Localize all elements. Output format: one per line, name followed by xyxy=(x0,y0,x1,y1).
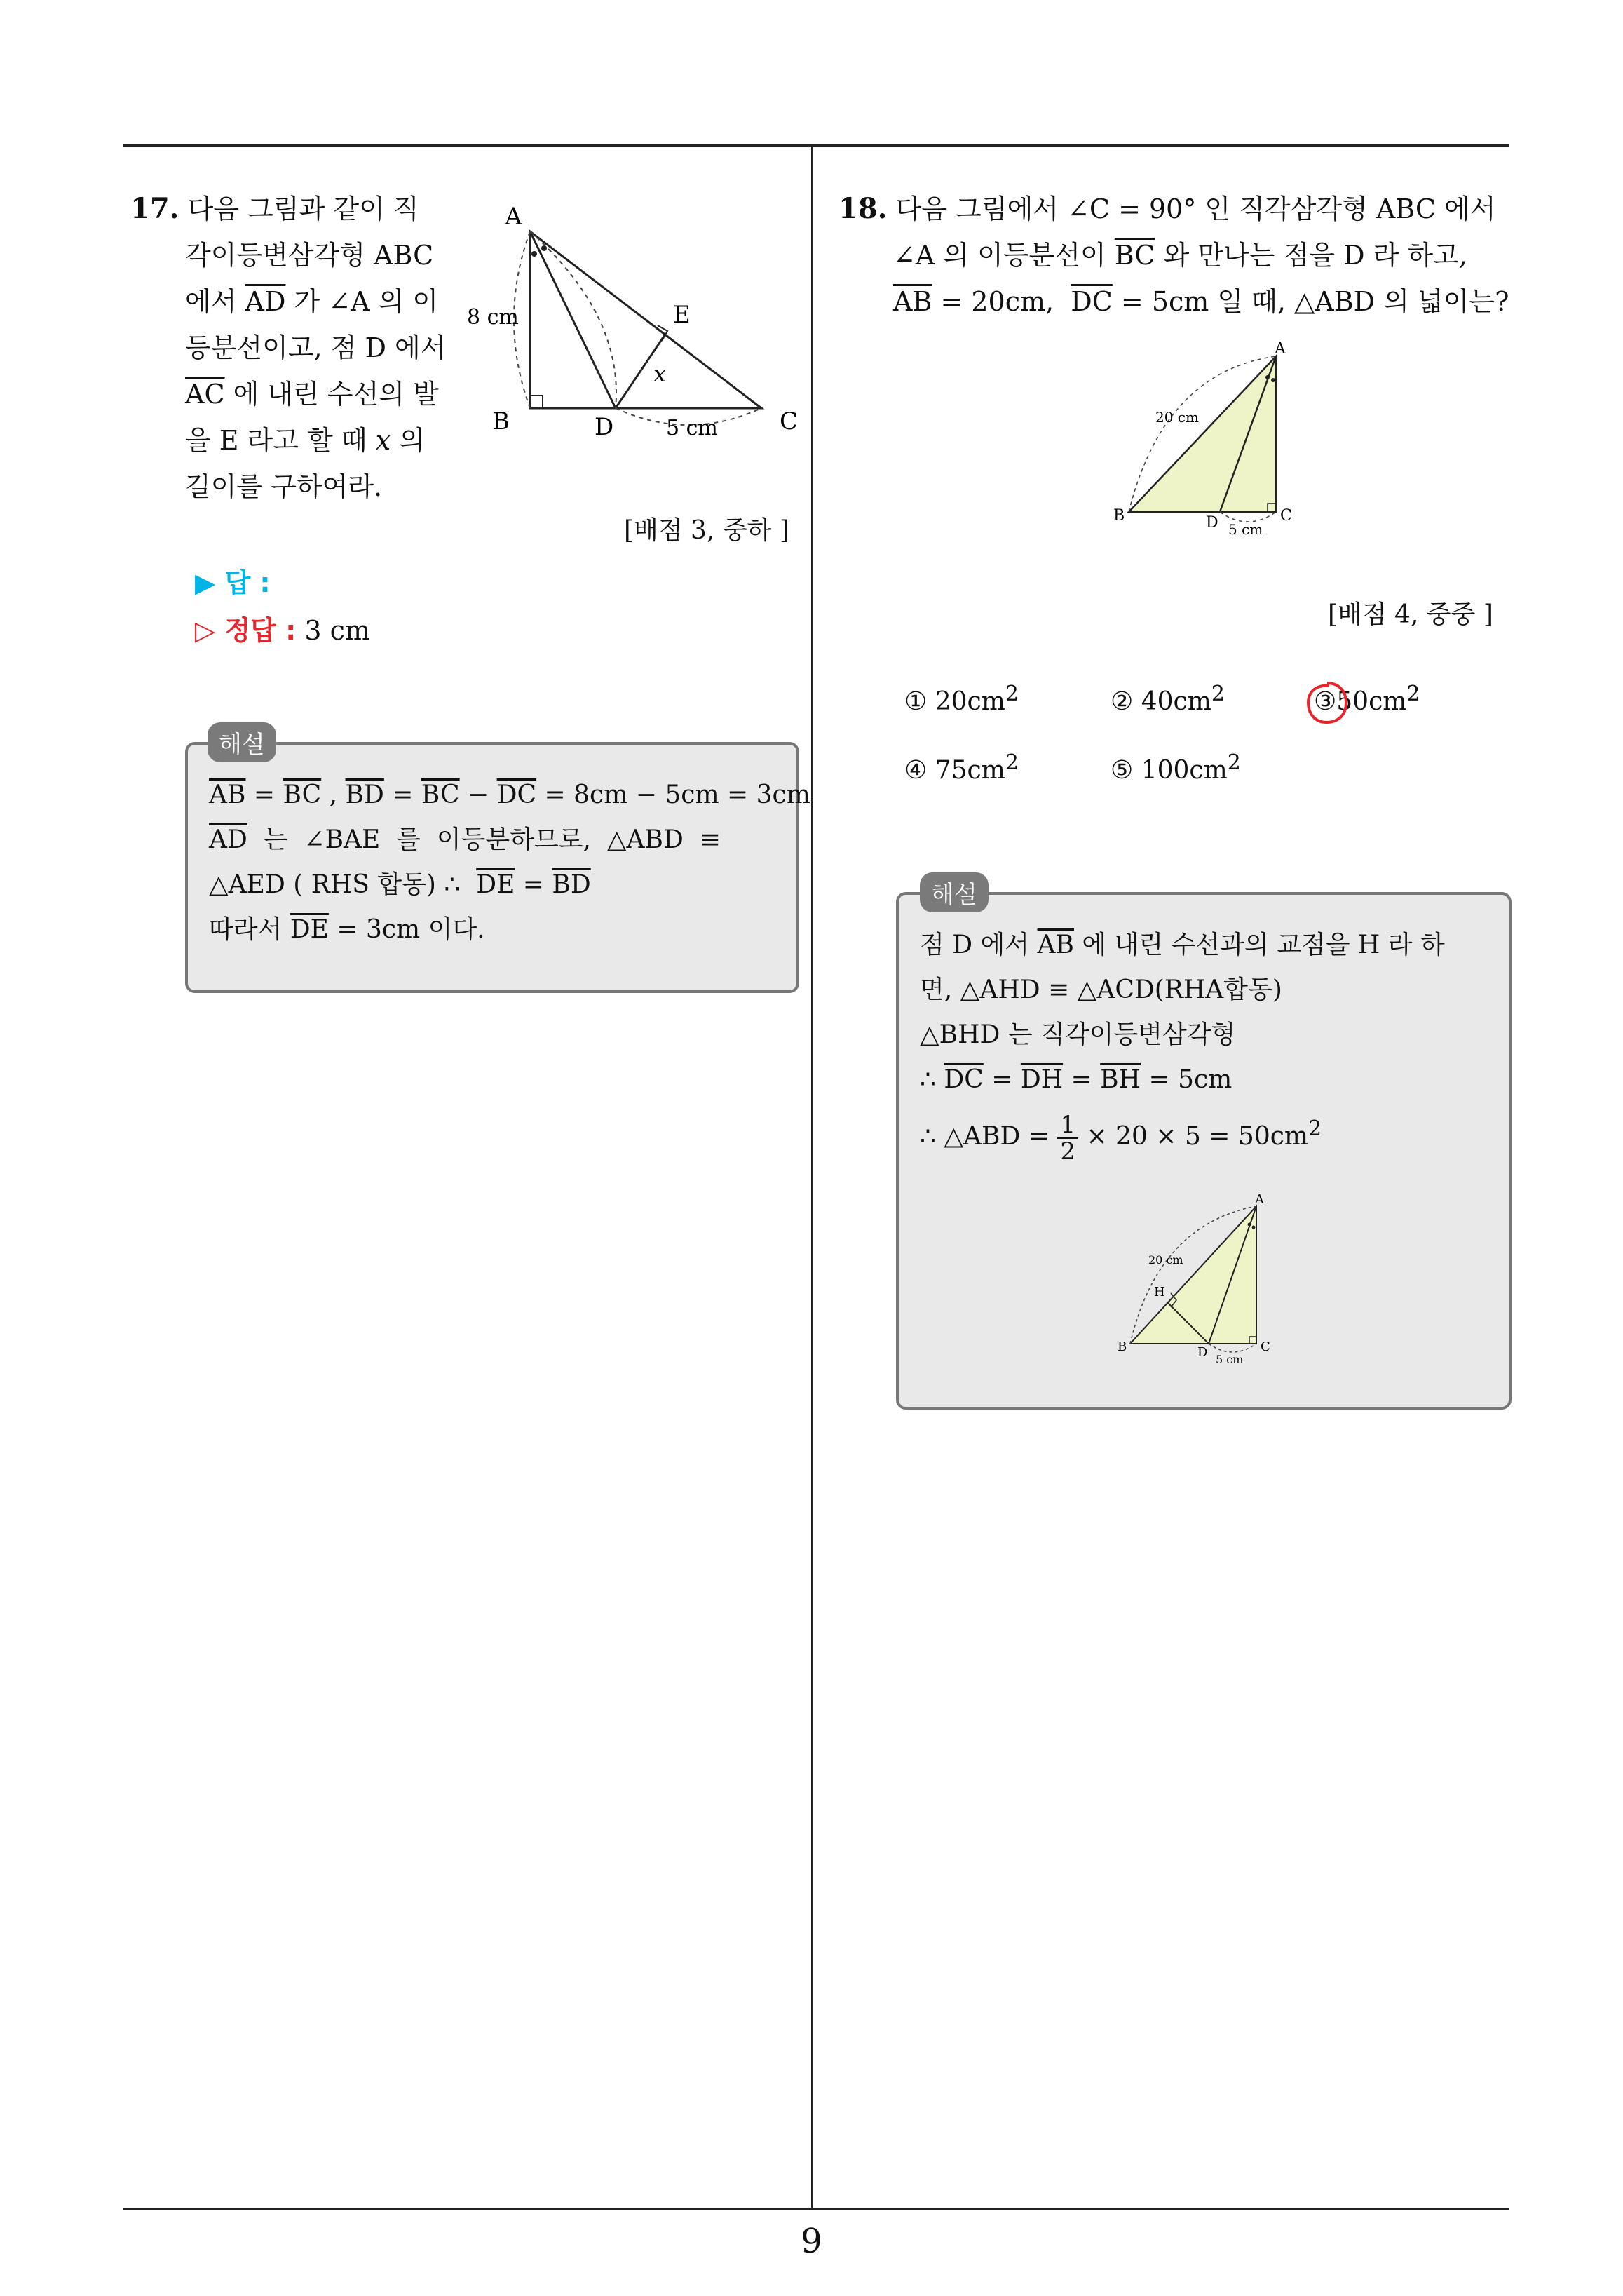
q17-correct-value: 3 cm xyxy=(304,615,370,646)
q18-sol-label-dc-length: 5 cm xyxy=(1216,1353,1244,1366)
q18-solution-line-4: ∴ $\overline{DC} = \overline{DH} = \overline{BH} = 5cm$ xyxy=(920,1065,1232,1094)
q18-choice-3[interactable]: ③ $50cm^2$ xyxy=(1314,682,1420,716)
q18-sol-label-ab-length: 20 cm xyxy=(1148,1253,1183,1267)
q18-line-2: ∠A 의 이등분선이 $\overline{BC}$ 와 만나는 점을 D 라 하고, xyxy=(893,240,1467,271)
q18-score: [배점 4, 중중 ] xyxy=(1328,600,1493,629)
q17-label-ab-length: 8 cm xyxy=(467,305,519,330)
q18-label-d: D xyxy=(1206,514,1218,532)
q18-solution-line-2: 면, △AHD ≡ △ACD(RHA합동) xyxy=(920,975,1282,1004)
q18-sol-label-c: C xyxy=(1261,1339,1270,1354)
q18-label-c: C xyxy=(1280,507,1292,525)
q18-line-1: 18. 다음 그림에서 ∠C = 90° 인 직각삼각형 ABC 에서 xyxy=(838,192,1496,225)
q18-figure xyxy=(1101,337,1325,547)
bottom-rule xyxy=(123,2208,1509,2210)
q18-solution-tag: 해설 xyxy=(920,872,989,912)
q18-choice-1[interactable]: ① $20cm^2$ xyxy=(904,682,1019,716)
q17-label-dc-length: 5 cm xyxy=(666,416,718,440)
q18-choice-5[interactable]: ⑤ $100cm^2$ xyxy=(1111,750,1241,785)
q18-sol-label-b: B xyxy=(1118,1339,1127,1354)
q17-label-a: A xyxy=(505,203,522,231)
q18-label-a: A xyxy=(1275,340,1286,358)
q17-correct-label: ▷ 정답 : xyxy=(195,615,297,646)
q17-line-3: 에서 $\overline{AD}$ 가 ∠A 의 이 xyxy=(185,286,439,317)
selected-choice-circle-icon xyxy=(1303,679,1352,728)
q18-choice-2[interactable]: ② $40cm^2$ xyxy=(1111,682,1225,716)
q18-label-ab-length: 20 cm xyxy=(1155,409,1199,426)
q18-solution-line-1: 점 D 에서 $\overline{AB}$ 에 내린 수선과의 교점을 H 라 하 xyxy=(920,931,1445,959)
q17-answer-text: ▶ 답 : xyxy=(195,567,271,598)
q17-solution-line-1: $\overline{AB} = \overline{BC}$ , $\overline{BD} = \overline{BC} - \overline{DC} = 8cm - 5cm = 3cm$ xyxy=(209,781,810,809)
q17-solution-line-3: △AED ( RHS 합동) ∴ $\overline{DE} = \overline{BD}$ xyxy=(209,870,591,899)
q17-angle-mark-1 xyxy=(531,251,537,257)
q18-sol-label-a: A xyxy=(1255,1192,1264,1207)
q17-right-angle-b xyxy=(530,396,543,408)
q18-line-3: $\overline{AB} = 20cm$, $\overline{DC} = 5cm$ 일 때, △ABD 의 넓이는? xyxy=(893,286,1509,317)
q17-figure xyxy=(456,196,820,449)
q17-correct-answer xyxy=(195,609,370,647)
q17-solution-line-2: $\overline{AD}$ 는 ∠BAE 를 이등분하므로, △ABD ≡ xyxy=(209,825,721,854)
q18-solution-line-3: △BHD 는 직각이등변삼각형 xyxy=(920,1020,1236,1049)
q18-sol-triangle-abc xyxy=(1130,1206,1256,1344)
page-number: 9 xyxy=(801,2222,822,2261)
column-divider xyxy=(811,144,813,2209)
q18-number: 18. xyxy=(838,192,888,225)
q18-angle-mark-1 xyxy=(1265,375,1270,379)
q17-triangle-abc xyxy=(530,231,761,408)
q17-line-2: 각이등변삼각형 ABC xyxy=(185,240,434,271)
q17-label-b: B xyxy=(492,407,510,435)
q17-solution-tag: 해설 xyxy=(208,722,276,762)
q17-label-c: C xyxy=(780,407,799,435)
q17-label-x: x xyxy=(653,360,667,387)
q18-triangle-abc xyxy=(1129,356,1276,512)
q17-line-6: 을 E 라고 할 때 x 의 xyxy=(185,425,425,456)
q17-label-d: D xyxy=(595,413,614,441)
q18-sol-angle-mark-2 xyxy=(1252,1226,1256,1229)
q17-line-1: 17. 다음 그림과 같이 직 xyxy=(130,192,419,225)
q18-arc-dc xyxy=(1220,512,1276,522)
q17-score: [배점 3, 중하 ] xyxy=(624,516,789,545)
q17-line-4: 등분선이고, 점 D 에서 xyxy=(185,332,447,363)
q17-angle-mark-2 xyxy=(541,245,547,251)
q18-solution-figure xyxy=(1109,1189,1291,1379)
q18-choice-4[interactable]: ④ $75cm^2$ xyxy=(904,750,1019,785)
q18-solution-box xyxy=(896,892,1512,1410)
q17-solution-line-4: 따라서 $\overline{DE} = 3cm$ 이다. xyxy=(209,915,485,944)
q18-sol-angle-mark-1 xyxy=(1248,1223,1251,1227)
q18-sol-arc-dc xyxy=(1209,1344,1256,1352)
top-rule xyxy=(123,144,1509,147)
q17-answer-label xyxy=(195,561,271,600)
q18-label-dc-length: 5 cm xyxy=(1228,521,1263,538)
q18-label-b: B xyxy=(1113,507,1125,525)
q18-sol-label-d: D xyxy=(1197,1345,1208,1360)
q17-line-5: $\overline{AC}$ 에 내린 수선의 발 xyxy=(185,379,439,410)
q17-number: 17. xyxy=(130,192,179,225)
q17-label-e: E xyxy=(673,301,691,329)
q17-line-7: 길이를 구하여라. xyxy=(185,471,383,502)
q17-solution-box xyxy=(185,742,810,993)
q17-segment-ad xyxy=(530,231,616,408)
q18-angle-mark-2 xyxy=(1271,378,1275,382)
q18-sol-label-h: H xyxy=(1154,1285,1165,1299)
q18-solution-line-5: ∴ △ABD = $\frac{1}{2}$ × $20 \times 5 = 50cm^2$ xyxy=(920,1111,1322,1166)
